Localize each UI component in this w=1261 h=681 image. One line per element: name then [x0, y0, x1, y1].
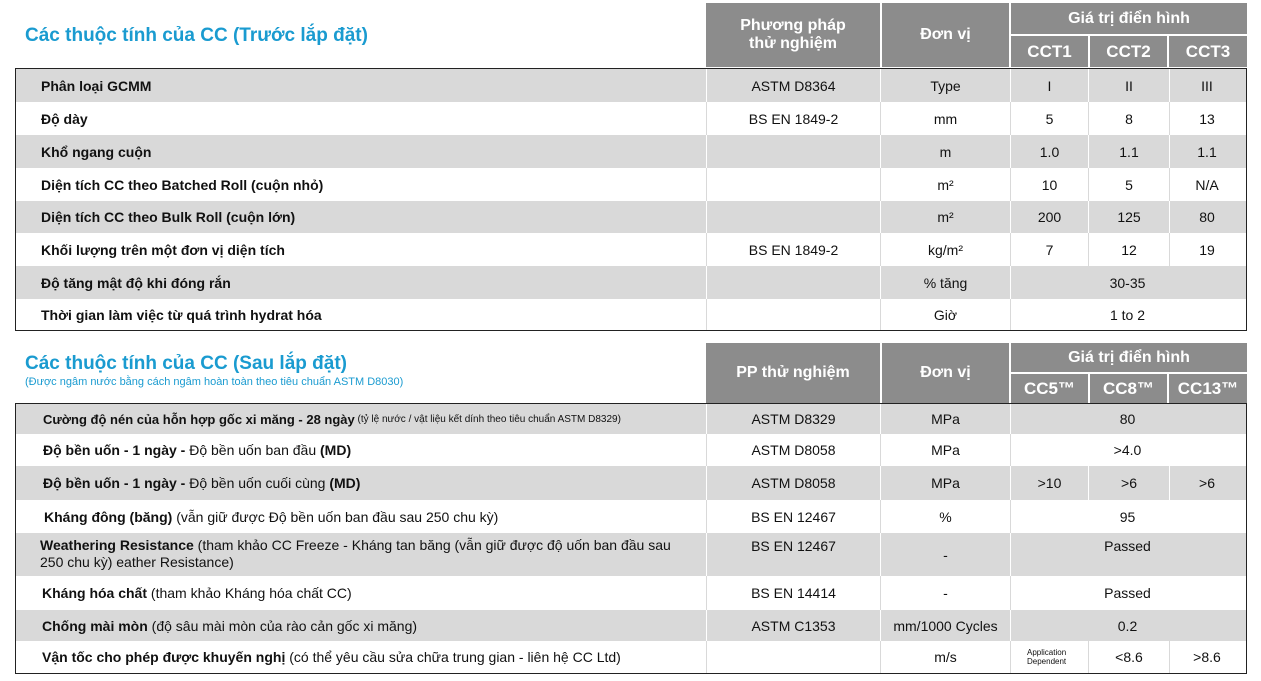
- section2-header-method: PP thử nghiệm: [706, 343, 880, 403]
- section1-header-method: Phương pháp thử nghiệm: [706, 3, 880, 67]
- row-value-2: 125: [1088, 201, 1169, 233]
- table-row: [16, 576, 1246, 610]
- row-value-3: 19: [1169, 233, 1244, 266]
- row-method: BS EN 12467: [706, 500, 880, 533]
- section1-header-col2: CCT2: [1090, 36, 1167, 67]
- row-method: BS EN 1849-2: [706, 233, 880, 266]
- row-unit: mm: [880, 102, 1010, 135]
- row-method: BS EN 14414: [706, 576, 880, 610]
- table-row: [16, 266, 1246, 299]
- row-label: [16, 641, 706, 673]
- row-label-note: (vẫn giữ được Độ bền uốn ban đầu sau 250 chu kỳ): [172, 508, 499, 525]
- row-label-note: (tỷ lệ nước / vật liệu kết dính theo tiêu chuẩn ASTM D8329): [354, 413, 621, 425]
- section2-header-col1: CC5™: [1011, 374, 1088, 403]
- row-method: [706, 641, 880, 673]
- row-method: [706, 266, 880, 299]
- row-unit: Type: [880, 69, 1010, 102]
- row-label: Thời gian làm việc từ quá trình hydrat hóa: [41, 306, 322, 323]
- row-label-bold: Chống mài mòn: [42, 617, 148, 634]
- table-row: [16, 168, 1246, 201]
- row-value-3: III: [1169, 69, 1244, 102]
- row-label: [16, 404, 706, 434]
- section2-subtitle: (Được ngâm nước bằng cách ngâm hoàn toàn theo tiêu chuẩn ASTM D8030): [25, 376, 404, 388]
- row-value-2: >6: [1088, 466, 1169, 500]
- row-value-all: Passed: [1010, 576, 1244, 610]
- row-unit: m²: [880, 168, 1010, 201]
- row-label: [16, 533, 706, 576]
- row-value-1: I: [1010, 69, 1088, 102]
- row-method: ASTM D8058: [706, 434, 880, 466]
- row-unit: %: [880, 500, 1010, 533]
- row-label: [16, 576, 706, 610]
- section1-header-col1: CCT1: [1011, 36, 1088, 67]
- row-label-bold-2: (MD): [329, 475, 361, 491]
- row-unit: m: [880, 135, 1010, 168]
- row-unit: % tăng: [880, 266, 1010, 299]
- section2-header-typical: Giá trị điển hình: [1011, 343, 1247, 372]
- row-label: [16, 500, 706, 533]
- row-unit: MPa: [880, 404, 1010, 434]
- row-label-bold-2: (MD): [320, 442, 352, 458]
- row-value-2: 1.1: [1088, 135, 1169, 168]
- row-value-1: 200: [1010, 201, 1088, 233]
- table-row: [16, 69, 1246, 102]
- row-method: ASTM C1353: [706, 610, 880, 641]
- section1-title: Các thuộc tính của CC (Trước lắp đặt): [25, 25, 368, 46]
- table-row: [16, 404, 1246, 434]
- row-label: Độ dày: [41, 110, 88, 127]
- table-row: [16, 233, 1246, 266]
- row-value-all: 80: [1010, 404, 1244, 434]
- row-value-1: 5: [1010, 102, 1088, 135]
- row-unit: kg/m²: [880, 233, 1010, 266]
- row-value-all: 30-35: [1010, 266, 1244, 299]
- row-method: [706, 299, 880, 330]
- section2-title: Các thuộc tính của CC (Sau lắp đặt): [25, 353, 347, 374]
- row-label: Diện tích CC theo Batched Roll (cuộn nhỏ): [41, 176, 324, 193]
- row-label-bold: Cường độ nén của hỗn hợp gốc xi măng - 28 ngày: [43, 411, 355, 427]
- table-row: [16, 201, 1246, 233]
- row-unit: m²: [880, 201, 1010, 233]
- row-label-note: (có thể yêu cầu sửa chữa trung gian - liên hệ CC Ltd): [285, 649, 621, 665]
- row-value-3: 80: [1169, 201, 1244, 233]
- row-value-1: 1.0: [1010, 135, 1088, 168]
- section1-header-typical: Giá trị điển hình: [1011, 3, 1247, 34]
- table-row: [16, 102, 1246, 135]
- row-value-all: 0.2: [1010, 610, 1244, 641]
- row-value-all: 95: [1010, 500, 1244, 533]
- row-label-bold: Độ bền uốn - 1 ngày -: [43, 475, 186, 491]
- row-unit: MPa: [880, 466, 1010, 500]
- row-value-all: 1 to 2: [1010, 299, 1244, 330]
- row-label: Khối lượng trên một đơn vị diện tích: [41, 241, 285, 258]
- row-label: Khổ ngang cuộn: [41, 143, 152, 160]
- row-value-1: 10: [1010, 168, 1088, 201]
- row-unit: -: [880, 576, 1010, 610]
- row-label-bold: Kháng hóa chất: [42, 585, 148, 601]
- row-label: [16, 434, 706, 466]
- row-label-bold: Độ bền uốn - 1 ngày -: [43, 442, 186, 458]
- row-label: [16, 466, 706, 500]
- table-row: [16, 135, 1246, 168]
- row-value-3: >6: [1169, 466, 1244, 500]
- row-method: BS EN 1849-2: [706, 102, 880, 135]
- table-row: [16, 533, 1246, 576]
- table-row: [16, 299, 1246, 330]
- row-unit: MPa: [880, 434, 1010, 466]
- row-unit: Giờ: [880, 299, 1010, 330]
- row-label-note: (độ sâu mài mòn của rào cản gốc xi măng): [147, 617, 418, 634]
- row-method: [706, 135, 880, 168]
- row-label-note: Độ bền uốn cuối cùng: [185, 475, 330, 491]
- row-method: BS EN 12467: [706, 533, 880, 576]
- table-row: [16, 434, 1246, 466]
- table-row: [16, 466, 1246, 500]
- row-label: Diện tích CC theo Bulk Roll (cuộn lớn): [41, 209, 296, 225]
- section1-header-unit: Đơn vị: [882, 3, 1009, 67]
- row-value-all: Passed: [1010, 533, 1244, 576]
- row-label: Phân loại GCMM: [41, 77, 152, 94]
- row-unit: -: [880, 533, 1010, 576]
- row-value-2: 5: [1088, 168, 1169, 201]
- section2-header-col2: CC8™: [1090, 374, 1167, 403]
- row-value-all: >4.0: [1010, 434, 1244, 466]
- row-value-1: 7: [1010, 233, 1088, 266]
- table-row: [16, 610, 1246, 641]
- row-value-2: <8.6: [1088, 641, 1169, 673]
- section1-table: [15, 68, 1247, 331]
- row-value-2: 8: [1088, 102, 1169, 135]
- row-value-3: 13: [1169, 102, 1244, 135]
- row-value-3: 1.1: [1169, 135, 1244, 168]
- row-label: Độ tăng mật độ khi đóng rắn: [41, 274, 231, 291]
- row-unit: mm/1000 Cycles: [880, 610, 1010, 641]
- row-label-bold: Kháng đông (băng): [44, 508, 173, 525]
- row-label-note: Độ bền uốn ban đầu: [185, 442, 321, 458]
- row-method: ASTM D8329: [706, 404, 880, 434]
- row-method: [706, 168, 880, 201]
- row-label-bold: Vận tốc cho phép được khuyến nghị: [42, 649, 286, 665]
- row-method: ASTM D8364: [706, 69, 880, 102]
- table-row: [16, 641, 1246, 673]
- section2-table: [15, 403, 1247, 674]
- row-unit: m/s: [880, 641, 1010, 673]
- row-value-2: II: [1088, 69, 1169, 102]
- row-label: [16, 610, 706, 641]
- table-row: [16, 500, 1246, 533]
- section1-header-col3: CCT3: [1169, 36, 1247, 67]
- row-method: ASTM D8058: [706, 466, 880, 500]
- row-label-note: (tham khảo CC Freeze - Kháng tan băng (vẫn giữ được độ uốn ban đầu sau 250 chu kỳ) eather Resistance): [40, 537, 671, 570]
- section2-header-unit: Đơn vị: [882, 343, 1009, 403]
- row-value-1: >10: [1010, 466, 1088, 500]
- row-method: [706, 201, 880, 233]
- row-value-1: Application Dependent: [1010, 641, 1088, 673]
- row-label-bold: Weathering Resistance: [40, 537, 194, 553]
- section2-header-col3: CC13™: [1169, 374, 1247, 403]
- row-value-3: >8.6: [1169, 641, 1244, 673]
- row-value-2: 12: [1088, 233, 1169, 266]
- row-value-3: N/A: [1169, 168, 1244, 201]
- row-label-note: (tham khảo Kháng hóa chất CC): [147, 585, 352, 601]
